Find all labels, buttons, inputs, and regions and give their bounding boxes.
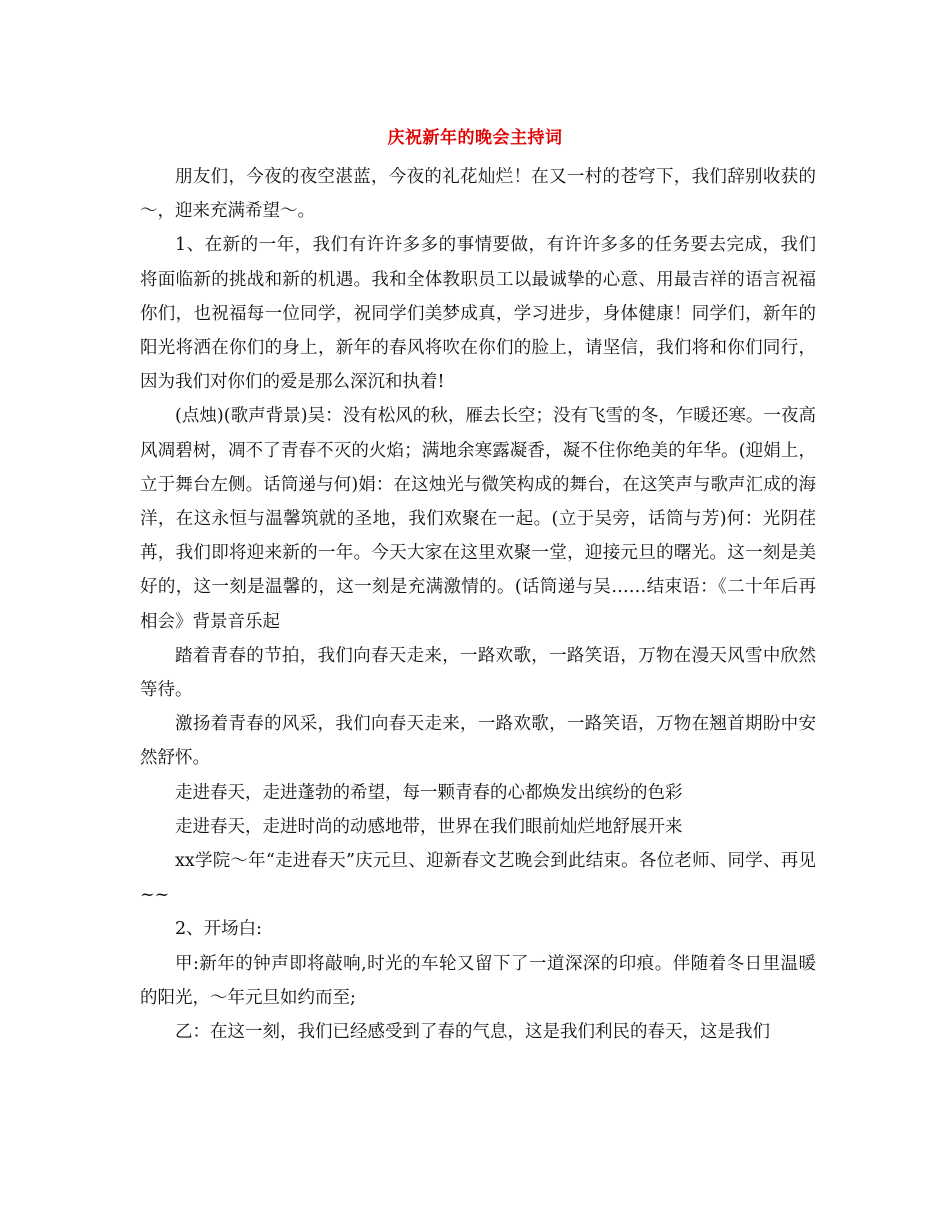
paragraph: 激扬着青春的风采，我们向春天走来，一路欢歌，一路笑语，万物在翘首期盼中安然舒怀。: [140, 714, 816, 769]
paragraph: 2、开场白:: [175, 919, 263, 940]
paragraph: 朋友们，今夜的夜空湛蓝，今夜的礼花灿烂！在又一村的苍穹下，我们辞别收获的～，迎来充满希望～。: [140, 167, 816, 222]
paragraph: 走进春天，走进蓬勃的希望，每一颗青春的心都焕发出缤纷的色彩: [175, 782, 683, 803]
paragraph: 1、在新的一年，我们有许许多多的事情要做，有许许多多的任务要去完成，我们将面临新的挑战和新的机遇。我和全体教职员工以最诚挚的心意、用最吉祥的语言祝福你们，也祝福每一位同学，祝同学们美梦成真，学习进步，身体健康！同学们，新年的阳光将洒在你们的身上，新年的春风将吹在你们的脸上，请坚信，我们将和你们同行，因为我们对你们的爱是那么深沉和执着!: [140, 235, 816, 393]
document-body: [140, 160, 816, 1049]
document-title: 庆祝新年的晚会主持词: [387, 128, 563, 148]
paragraph: 走进春天，走进时尚的动感地带，世界在我们眼前灿烂地舒展开来: [175, 816, 683, 837]
paragraph: 踏着青春的节拍，我们向春天走来，一路欢歌，一路笑语，万物在漫天风雪中欣然等待。: [140, 645, 816, 701]
paragraph: 乙：在这一刻，我们已经感受到了春的气息，这是我们利民的春天，这是我们: [175, 1022, 770, 1043]
paragraph: (点烛)(歌声背景)吴：没有松风的秋，雁去长空；没有飞雪的冬，乍暖还寒。一夜高风凋碧树，凋不了青春不灭的火焰；满地余寒露凝香，凝不住你绝美的年华。(迎娟上，立于舞台左侧。话筒递与何)娟：在这烛光与微笑构成的舞台，在这笑声与歌声汇成的海洋，在这永恒与温馨筑就的圣地，我们欢聚在一起。(立于吴旁，话筒与芳)何：光阴荏苒，我们即将迎来新的一年。今天大家在这里欢聚一堂，迎接元旦的曙光。这一刻是美好的，这一刻是温馨的，这一刻是充满激情的。(话筒递与吴……结束语：《二十年后再相会》背景音乐起: [140, 406, 816, 632]
paragraph: 甲:新年的钟声即将敲响,时光的车轮又留下了一道深深的印痕。伴随着冬日里温暖的阳光，～年元旦如约而至;: [140, 953, 816, 1008]
paragraph: xx学院～年“走进春天”庆元旦、迎新春文艺晚会到此结束。各位老师、同学、再见~~: [140, 851, 816, 906]
